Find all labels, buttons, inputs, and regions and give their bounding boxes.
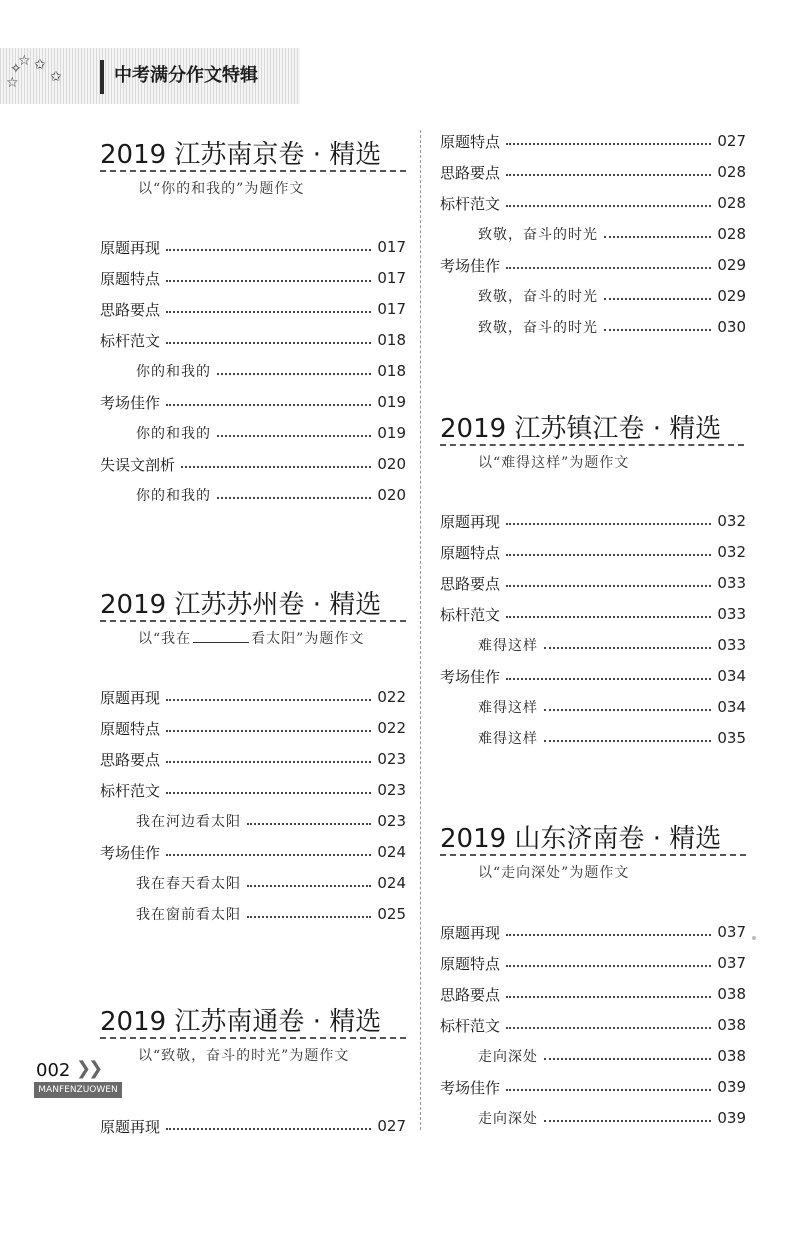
leader-dots bbox=[604, 329, 711, 331]
toc-entry-label: 走向深处 bbox=[478, 1111, 538, 1127]
toc-entry[interactable] bbox=[100, 235, 406, 259]
toc-entry-page: 023 bbox=[377, 750, 406, 768]
toc-entry-page: 020 bbox=[377, 486, 406, 504]
toc-entry-page: 028 bbox=[717, 194, 746, 212]
section-title: 2019 江苏苏州卷 · 精选 bbox=[100, 590, 382, 620]
toc-entry-page: 017 bbox=[377, 238, 406, 256]
page-header-title: 中考满分作文特辑 bbox=[114, 65, 258, 86]
toc-entry[interactable] bbox=[100, 266, 406, 290]
leader-dots bbox=[247, 916, 371, 918]
star-icon: ☆ bbox=[6, 75, 19, 91]
toc-entry[interactable] bbox=[100, 747, 406, 771]
toc-entry-label: 原题特点 bbox=[100, 719, 161, 738]
toc-subentry[interactable] bbox=[136, 902, 406, 926]
toc-entry-label: 原题再现 bbox=[440, 512, 501, 531]
toc-entry-label: 考场佳作 bbox=[100, 843, 161, 862]
toc-entry-page: 019 bbox=[377, 393, 406, 411]
leader-dots bbox=[166, 699, 371, 701]
toc-entry-page: 027 bbox=[717, 132, 746, 150]
toc-entry-label: 思路要点 bbox=[440, 985, 501, 1004]
toc-entry[interactable] bbox=[440, 1075, 746, 1099]
leader-dots bbox=[166, 249, 371, 251]
toc-entry-label: 致敬，奋斗的时光 bbox=[478, 289, 598, 305]
leader-dots bbox=[166, 404, 371, 406]
toc-entry[interactable] bbox=[440, 253, 746, 277]
toc-subentry[interactable] bbox=[478, 695, 746, 719]
leader-dots bbox=[544, 647, 711, 649]
toc-entry-page: 018 bbox=[377, 362, 406, 380]
toc-entry-page: 034 bbox=[717, 667, 746, 685]
leader-dots bbox=[506, 523, 711, 525]
footer-brand: MANFENZUOWEN bbox=[34, 1082, 122, 1098]
toc-subentry[interactable] bbox=[136, 809, 406, 833]
toc-entry-page: 039 bbox=[717, 1078, 746, 1096]
toc-entry[interactable] bbox=[100, 390, 406, 414]
toc-entry-label: 思路要点 bbox=[100, 300, 161, 319]
toc-entry-label: 标杆范文 bbox=[440, 1016, 501, 1035]
toc-entry-page: 017 bbox=[377, 300, 406, 318]
star-icon: ☆ bbox=[18, 53, 31, 69]
toc-entry-page: 023 bbox=[377, 812, 406, 830]
toc-entry-page: 029 bbox=[717, 256, 746, 274]
toc-entry-label: 走向深处 bbox=[478, 1049, 538, 1065]
leader-dots bbox=[506, 1027, 711, 1029]
toc-entry-label: 原题特点 bbox=[440, 132, 501, 151]
toc-entry-page: 037 bbox=[717, 923, 746, 941]
leader-dots bbox=[247, 885, 371, 887]
leader-dots bbox=[506, 965, 711, 967]
toc-entry-label: 我在河边看太阳 bbox=[136, 814, 241, 830]
toc-subentry[interactable] bbox=[136, 421, 406, 445]
leader-dots bbox=[217, 373, 371, 375]
toc-entry-page: 024 bbox=[377, 843, 406, 861]
toc-entry[interactable] bbox=[100, 328, 406, 352]
toc-entry-page: 027 bbox=[377, 1117, 406, 1135]
star-icon: ✩ bbox=[34, 57, 46, 73]
toc-entry-page: 033 bbox=[717, 574, 746, 592]
scan-speck bbox=[752, 936, 756, 940]
toc-entry[interactable] bbox=[440, 509, 746, 533]
toc-entry[interactable] bbox=[440, 602, 746, 626]
subtitle-part: 看太阳”为题作文 bbox=[251, 631, 365, 647]
toc-entry-label: 考场佳作 bbox=[100, 393, 161, 412]
section-subtitle bbox=[138, 628, 364, 648]
leader-dots bbox=[506, 143, 711, 145]
leader-dots bbox=[166, 730, 371, 732]
toc-entry[interactable] bbox=[440, 191, 746, 215]
toc-entry-label: 你的和我的 bbox=[136, 488, 211, 504]
leader-dots bbox=[247, 823, 371, 825]
column-divider bbox=[420, 130, 421, 1130]
toc-entry-label: 标杆范文 bbox=[100, 331, 161, 350]
toc-entry-label: 原题特点 bbox=[100, 269, 161, 288]
toc-entry-label: 致敬，奋斗的时光 bbox=[478, 227, 598, 243]
toc-subentry[interactable] bbox=[478, 633, 746, 657]
toc-entry-page: 032 bbox=[717, 512, 746, 530]
toc-entry[interactable] bbox=[100, 840, 406, 864]
toc-entry-label: 致敬，奋斗的时光 bbox=[478, 320, 598, 336]
toc-entry-page: 032 bbox=[717, 543, 746, 561]
toc-entry[interactable] bbox=[100, 716, 406, 740]
leader-dots bbox=[506, 616, 711, 618]
toc-entry-label: 难得这样 bbox=[478, 638, 538, 654]
toc-entry-label: 思路要点 bbox=[100, 750, 161, 769]
star-icon: ✧ bbox=[10, 61, 22, 77]
section-subtitle: 以“走向深处”为题作文 bbox=[478, 865, 630, 881]
toc-entry-label: 思路要点 bbox=[440, 163, 501, 182]
toc-entry[interactable] bbox=[440, 664, 746, 688]
section-title: 2019 江苏南京卷 · 精选 bbox=[100, 140, 382, 170]
leader-dots bbox=[506, 267, 711, 269]
section-rule bbox=[100, 620, 406, 622]
toc-entry[interactable] bbox=[100, 297, 406, 321]
toc-entry-label: 思路要点 bbox=[440, 574, 501, 593]
toc-entry-page: 038 bbox=[717, 985, 746, 1003]
toc-entry-label: 考场佳作 bbox=[440, 667, 501, 686]
toc-subentry[interactable] bbox=[478, 284, 746, 308]
section-subtitle: 以“你的和我的”为题作文 bbox=[138, 181, 305, 197]
section-subtitle: 以“致敬，奋斗的时光”为题作文 bbox=[138, 1048, 350, 1064]
toc-entry-label: 难得这样 bbox=[478, 731, 538, 747]
toc-entry-label: 原题再现 bbox=[440, 923, 501, 942]
toc-entry-page: 039 bbox=[717, 1109, 746, 1127]
leader-dots bbox=[506, 1089, 711, 1091]
toc-entry-label: 标杆范文 bbox=[440, 605, 501, 624]
leader-dots bbox=[166, 1128, 371, 1130]
leader-dots bbox=[544, 1120, 711, 1122]
leader-dots bbox=[506, 934, 711, 936]
toc-entry-page: 020 bbox=[377, 455, 406, 473]
toc-entry-label: 你的和我的 bbox=[136, 426, 211, 442]
toc-entry-page: 038 bbox=[717, 1047, 746, 1065]
star-icon: ✩ bbox=[50, 69, 62, 85]
toc-entry[interactable] bbox=[100, 1114, 406, 1138]
toc-entry[interactable] bbox=[440, 982, 746, 1006]
toc-entry-label: 我在春天看太阳 bbox=[136, 876, 241, 892]
toc-subentry[interactable] bbox=[478, 222, 746, 246]
toc-entry-page: 022 bbox=[377, 688, 406, 706]
leader-dots bbox=[544, 1058, 711, 1060]
toc-entry-label: 失误文剖析 bbox=[100, 455, 176, 474]
leader-dots bbox=[506, 585, 711, 587]
leader-dots bbox=[506, 205, 711, 207]
leader-dots bbox=[166, 311, 371, 313]
toc-subentry[interactable] bbox=[478, 726, 746, 750]
leader-dots bbox=[166, 342, 371, 344]
leader-dots bbox=[506, 554, 711, 556]
toc-subentry[interactable] bbox=[478, 1106, 746, 1130]
toc-subentry[interactable] bbox=[478, 315, 746, 339]
leader-dots bbox=[506, 678, 711, 680]
toc-entry-label: 你的和我的 bbox=[136, 364, 211, 380]
toc-entry-page: 022 bbox=[377, 719, 406, 737]
toc-entry-label: 原题再现 bbox=[100, 1117, 161, 1136]
toc-entry[interactable] bbox=[440, 129, 746, 153]
leader-dots bbox=[166, 792, 371, 794]
toc-entry-page: 033 bbox=[717, 636, 746, 654]
toc-subentry[interactable] bbox=[136, 359, 406, 383]
toc-entry[interactable] bbox=[440, 160, 746, 184]
section-subtitle: 以“难得这样”为题作文 bbox=[478, 455, 630, 471]
leader-dots bbox=[506, 996, 711, 998]
toc-entry[interactable] bbox=[440, 951, 746, 975]
toc-entry-page: 037 bbox=[717, 954, 746, 972]
toc-entry-page: 023 bbox=[377, 781, 406, 799]
toc-entry[interactable] bbox=[100, 778, 406, 802]
toc-entry[interactable] bbox=[440, 1013, 746, 1037]
toc-entry-label: 原题特点 bbox=[440, 954, 501, 973]
header-accent-bar bbox=[100, 60, 104, 94]
toc-subentry[interactable] bbox=[136, 871, 406, 895]
toc-entry-page: 029 bbox=[717, 287, 746, 305]
leader-dots bbox=[181, 466, 371, 468]
toc-entry-page: 038 bbox=[717, 1016, 746, 1034]
toc-entry-page: 028 bbox=[717, 163, 746, 181]
section-title: 2019 山东济南卷 · 精选 bbox=[440, 824, 722, 854]
toc-subentry[interactable] bbox=[478, 1044, 746, 1068]
leader-dots bbox=[604, 236, 711, 238]
subtitle-part: 以“我在 bbox=[138, 631, 192, 647]
toc-entry-page: 024 bbox=[377, 874, 406, 892]
toc-entry[interactable] bbox=[100, 685, 406, 709]
section-rule bbox=[440, 854, 746, 856]
toc-entry-label: 考场佳作 bbox=[440, 1078, 501, 1097]
leader-dots bbox=[604, 298, 711, 300]
leader-dots bbox=[217, 497, 371, 499]
double-chevron-right-icon: ❯❯ bbox=[76, 1058, 101, 1079]
toc-entry-page: 035 bbox=[717, 729, 746, 747]
toc-entry-label: 原题再现 bbox=[100, 688, 161, 707]
leader-dots bbox=[544, 740, 711, 742]
section-title: 2019 江苏南通卷 · 精选 bbox=[100, 1007, 382, 1037]
page-number: 002 bbox=[36, 1060, 71, 1081]
leader-dots bbox=[217, 435, 371, 437]
toc-entry[interactable] bbox=[100, 452, 406, 476]
toc-entry-page: 019 bbox=[377, 424, 406, 442]
toc-entry-label: 难得这样 bbox=[478, 700, 538, 716]
toc-entry-page: 033 bbox=[717, 605, 746, 623]
leader-dots bbox=[506, 174, 711, 176]
section-rule bbox=[100, 170, 406, 172]
toc-entry-label: 原题再现 bbox=[100, 238, 161, 257]
toc-entry-label: 原题特点 bbox=[440, 543, 501, 562]
toc-entry[interactable] bbox=[440, 920, 746, 944]
section-title: 2019 江苏镇江卷 · 精选 bbox=[440, 414, 722, 444]
toc-entry-page: 025 bbox=[377, 905, 406, 923]
toc-entry-page: 028 bbox=[717, 225, 746, 243]
leader-dots bbox=[166, 854, 371, 856]
toc-entry-page: 034 bbox=[717, 698, 746, 716]
toc-entry-page: 017 bbox=[377, 269, 406, 287]
toc-entry[interactable] bbox=[440, 540, 746, 564]
toc-entry-page: 018 bbox=[377, 331, 406, 349]
toc-entry-label: 标杆范文 bbox=[440, 194, 501, 213]
section-rule bbox=[100, 1037, 406, 1039]
fill-blank-line bbox=[193, 642, 249, 643]
toc-entry-label: 考场佳作 bbox=[440, 256, 501, 275]
toc-entry-label: 标杆范文 bbox=[100, 781, 161, 800]
leader-dots bbox=[544, 709, 711, 711]
leader-dots bbox=[166, 280, 371, 282]
section-rule bbox=[440, 444, 744, 446]
toc-entry-label: 我在窗前看太阳 bbox=[136, 907, 241, 923]
leader-dots bbox=[166, 761, 371, 763]
toc-entry-page: 030 bbox=[717, 318, 746, 336]
toc-subentry[interactable] bbox=[136, 483, 406, 507]
toc-entry[interactable] bbox=[440, 571, 746, 595]
